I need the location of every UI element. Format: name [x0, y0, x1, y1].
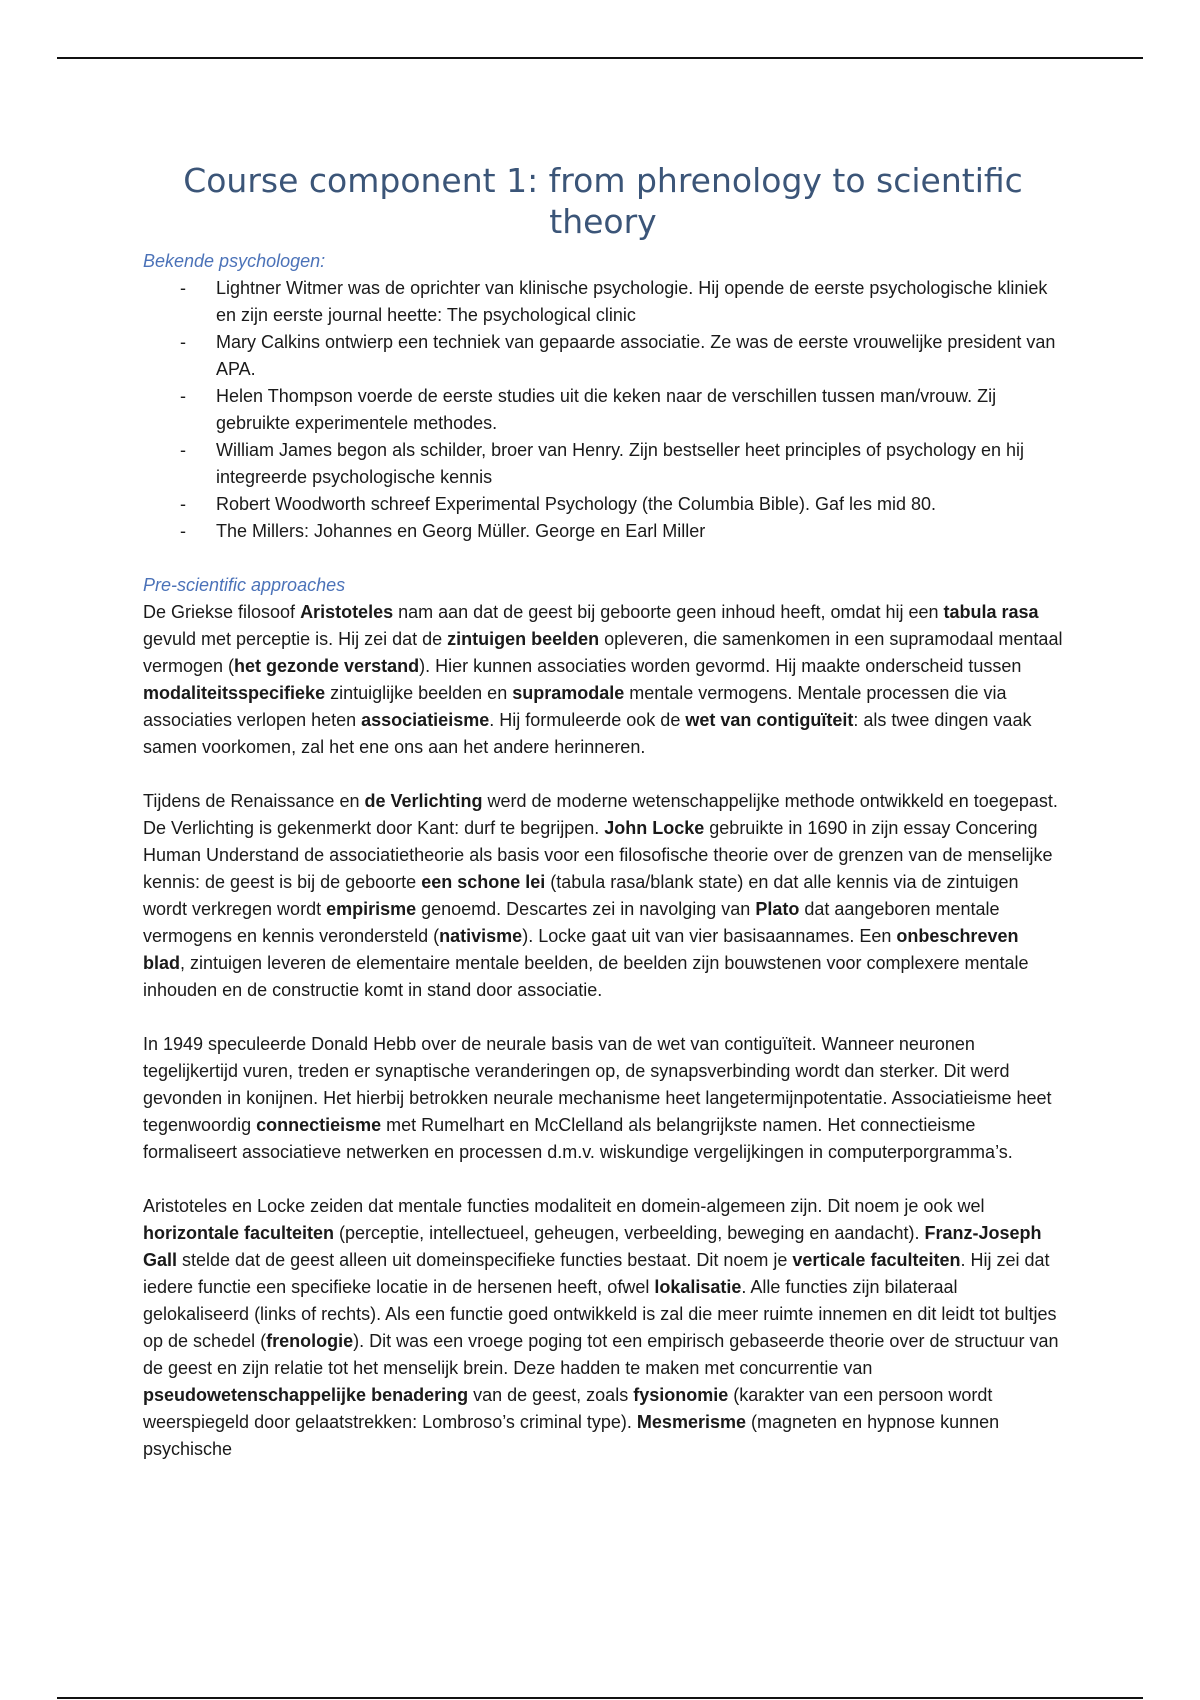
bold-term: de Verlichting — [364, 791, 483, 811]
bullet-dash: - — [180, 440, 186, 460]
bold-term: associatieisme — [361, 710, 490, 730]
bottom-rule — [57, 1697, 1143, 1699]
bold-term: supramodale — [512, 683, 625, 703]
bullet-dash: - — [180, 386, 186, 406]
text-run: , zintuigen leveren de elementaire mentale beelden, de beelden zijn bouwstenen voor complexere mentale inhouden en de constructie komt in stand door associatie. — [143, 953, 1029, 1000]
list-item-text: William James begon als schilder, broer van Henry. Zijn bestseller heet principles of psychology en hij integreerde psychologische kennis — [216, 440, 1025, 487]
list-item — [143, 275, 1063, 329]
paragraph-aristoteles — [143, 599, 1063, 761]
bold-term: Aristoteles — [300, 602, 394, 622]
text-run: (tabula rasa/blank state) en dat alle kennis via de zintuigen wordt verkregen wordt — [143, 872, 1019, 919]
bold-term: modaliteitsspecifieke — [143, 683, 326, 703]
bold-term: nativisme — [439, 926, 523, 946]
list-item — [143, 329, 1063, 383]
text-run: gebruikte in 1690 in zijn essay Concering Human Understand de associatietheorie als basis voor een filosofische theorie over de grenzen van de menselijke kennis: de geest is bij de geboorte — [143, 818, 1053, 892]
document-page — [143, 160, 1063, 1490]
bold-term: frenologie — [266, 1331, 354, 1351]
text-run: ). Dit was een vroege poging tot een empirisch gebaseerde theorie over de structuur van de geest en zijn relatie tot het menselijk brein. Deze hadden te maken met concurrentie van — [143, 1331, 1059, 1378]
list-item — [143, 383, 1063, 437]
text-run: (perceptie, intellectueel, geheugen, verbeelding, beweging en aandacht). — [334, 1223, 925, 1243]
bullet-dash: - — [180, 332, 186, 352]
bold-term: empirisme — [326, 899, 417, 919]
bold-term: onbeschreven blad — [143, 926, 1019, 973]
paragraph-verlichting — [143, 788, 1063, 1004]
bold-term: fysionomie — [633, 1385, 729, 1405]
bold-term: het gezonde verstand — [234, 656, 420, 676]
bold-term: Mesmerisme — [636, 1412, 746, 1432]
list-item — [143, 491, 1063, 518]
bullet-dash: - — [180, 521, 186, 541]
bold-term: pseudowetenschappelijke benadering — [143, 1385, 469, 1405]
list-item — [143, 437, 1063, 491]
text-run: . Hij formuleerde ook de — [489, 710, 686, 730]
text-run: Tijdens de Renaissance en — [143, 791, 365, 811]
list-item-text: The Millers: Johannes en Georg Müller. George en Earl Miller — [216, 521, 706, 541]
text-run: mentale vermogens. Mentale processen die via associaties verlopen heten — [143, 683, 1007, 730]
text-run: stelde dat de geest alleen uit domeinspecifieke functies bestaat. Dit noem je — [177, 1250, 793, 1270]
text-run: : als twee dingen vaak samen voorkomen, zal het ene ons aan het andere herinneren. — [143, 710, 1032, 757]
bold-term: connectieisme — [256, 1115, 382, 1135]
bold-term: lokalisatie — [654, 1277, 742, 1297]
text-run: Aristoteles en Locke zeiden dat mentale functies modaliteit en domein-algemeen zijn. Dit noem je ook wel — [143, 1196, 985, 1216]
paragraph-hebb — [143, 1031, 1063, 1166]
paragraph-faculteiten — [143, 1193, 1063, 1463]
text-run: (karakter van een persoon wordt weerspiegeld door gelaatstrekken: Lombroso’s criminal type). — [143, 1385, 993, 1432]
text-run: ). Locke gaat uit van vier basisaannames. Een — [522, 926, 897, 946]
bold-term: John Locke — [604, 818, 705, 838]
text-run: (magneten en hypnose kunnen psychische — [143, 1412, 1000, 1459]
bold-term: zintuigen beelden — [447, 629, 600, 649]
list-item-text: Robert Woodworth schreef Experimental Psychology (the Columbia Bible). Gaf les mid 80. — [216, 494, 936, 514]
bold-term: tabula rasa — [943, 602, 1039, 622]
text-run: genoemd. Descartes zei in navolging van — [416, 899, 756, 919]
bold-term: horizontale faculteiten — [143, 1223, 335, 1243]
bold-term: een schone lei — [421, 872, 546, 892]
bold-term: Plato — [755, 899, 800, 919]
text-run: ). Hier kunnen associaties worden gevormd. Hij maakte onderscheid tussen — [419, 656, 1022, 676]
section-heading-psychologists: Bekende psychologen: — [143, 251, 326, 271]
text-run: gevuld met perceptie is. Hij zei dat de — [143, 629, 448, 649]
text-run: opleveren, die samenkomen in een supramodaal mentaal vermogen ( — [143, 629, 1063, 676]
psychologist-list — [143, 275, 1063, 545]
page-title: Course component 1: from phrenology to scientific theory — [183, 161, 1023, 241]
list-item-text: Mary Calkins ontwierp een techniek van gepaarde associatie. Ze was de eerste vrouwelijke president van APA. — [216, 332, 1056, 379]
text-run: zintuiglijke beelden en — [325, 683, 513, 703]
text-run: . Hij zei dat iedere functie een specifieke locatie in de hersenen heeft, ofwel — [143, 1250, 1050, 1297]
bold-term: wet van contiguïteit — [685, 710, 854, 730]
bold-term: verticale faculteiten — [792, 1250, 961, 1270]
text-run: van de geest, zoals — [468, 1385, 634, 1405]
top-rule — [57, 57, 1143, 59]
text-run: De Griekse filosoof — [143, 602, 301, 622]
bold-term: Franz-Joseph Gall — [143, 1223, 1042, 1270]
list-item-text: Lightner Witmer was de oprichter van klinische psychologie. Hij opende de eerste psychologische kliniek en zijn eerste journal heette: The psychological clinic — [216, 278, 1048, 325]
list-item-text: Helen Thompson voerde de eerste studies uit die keken naar de verschillen tussen man/vrouw. Zij gebruikte experimentele methodes. — [216, 386, 997, 433]
text-run: . Alle functies zijn bilateraal gelokaliseerd (links of rechts). Als een functie goed ontwikkeld is zal die meer ruimte innemen en dit leidt tot bultjes op de schedel ( — [143, 1277, 1057, 1351]
list-item — [143, 518, 1063, 545]
text-run: werd de moderne wetenschappelijke methode ontwikkeld en toegepast. De Verlichting is gekenmerkt door Kant: durf te begrijpen. — [143, 791, 1058, 838]
text-run: nam aan dat de geest bij geboorte geen inhoud heeft, omdat hij een — [393, 602, 944, 622]
text-run: In 1949 speculeerde Donald Hebb over de neurale basis van de wet van contiguïteit. Wanneer neuronen tegelijkertijd vuren, treden er synaptische veranderingen op, de synapsverbinding wordt dan sterker. Dit werd gevonden in konijnen. Het hierbij betrokken neurale mechanisme heet langetermijnpotentatie. Associatieisme heet tegenwoordig — [143, 1034, 1052, 1135]
section-heading-prescientific: Pre-scientific approaches — [143, 575, 346, 595]
bullet-dash: - — [180, 494, 186, 514]
text-run: met Rumelhart en McClelland als belangrijkste namen. Het connectieisme formaliseert associatieve netwerken en processen d.m.v. wiskundige vergelijkingen in computerporgramma’s. — [143, 1115, 1013, 1162]
bullet-dash: - — [180, 278, 186, 298]
text-run: dat aangeboren mentale vermogens en kennis verondersteld ( — [143, 899, 1000, 946]
